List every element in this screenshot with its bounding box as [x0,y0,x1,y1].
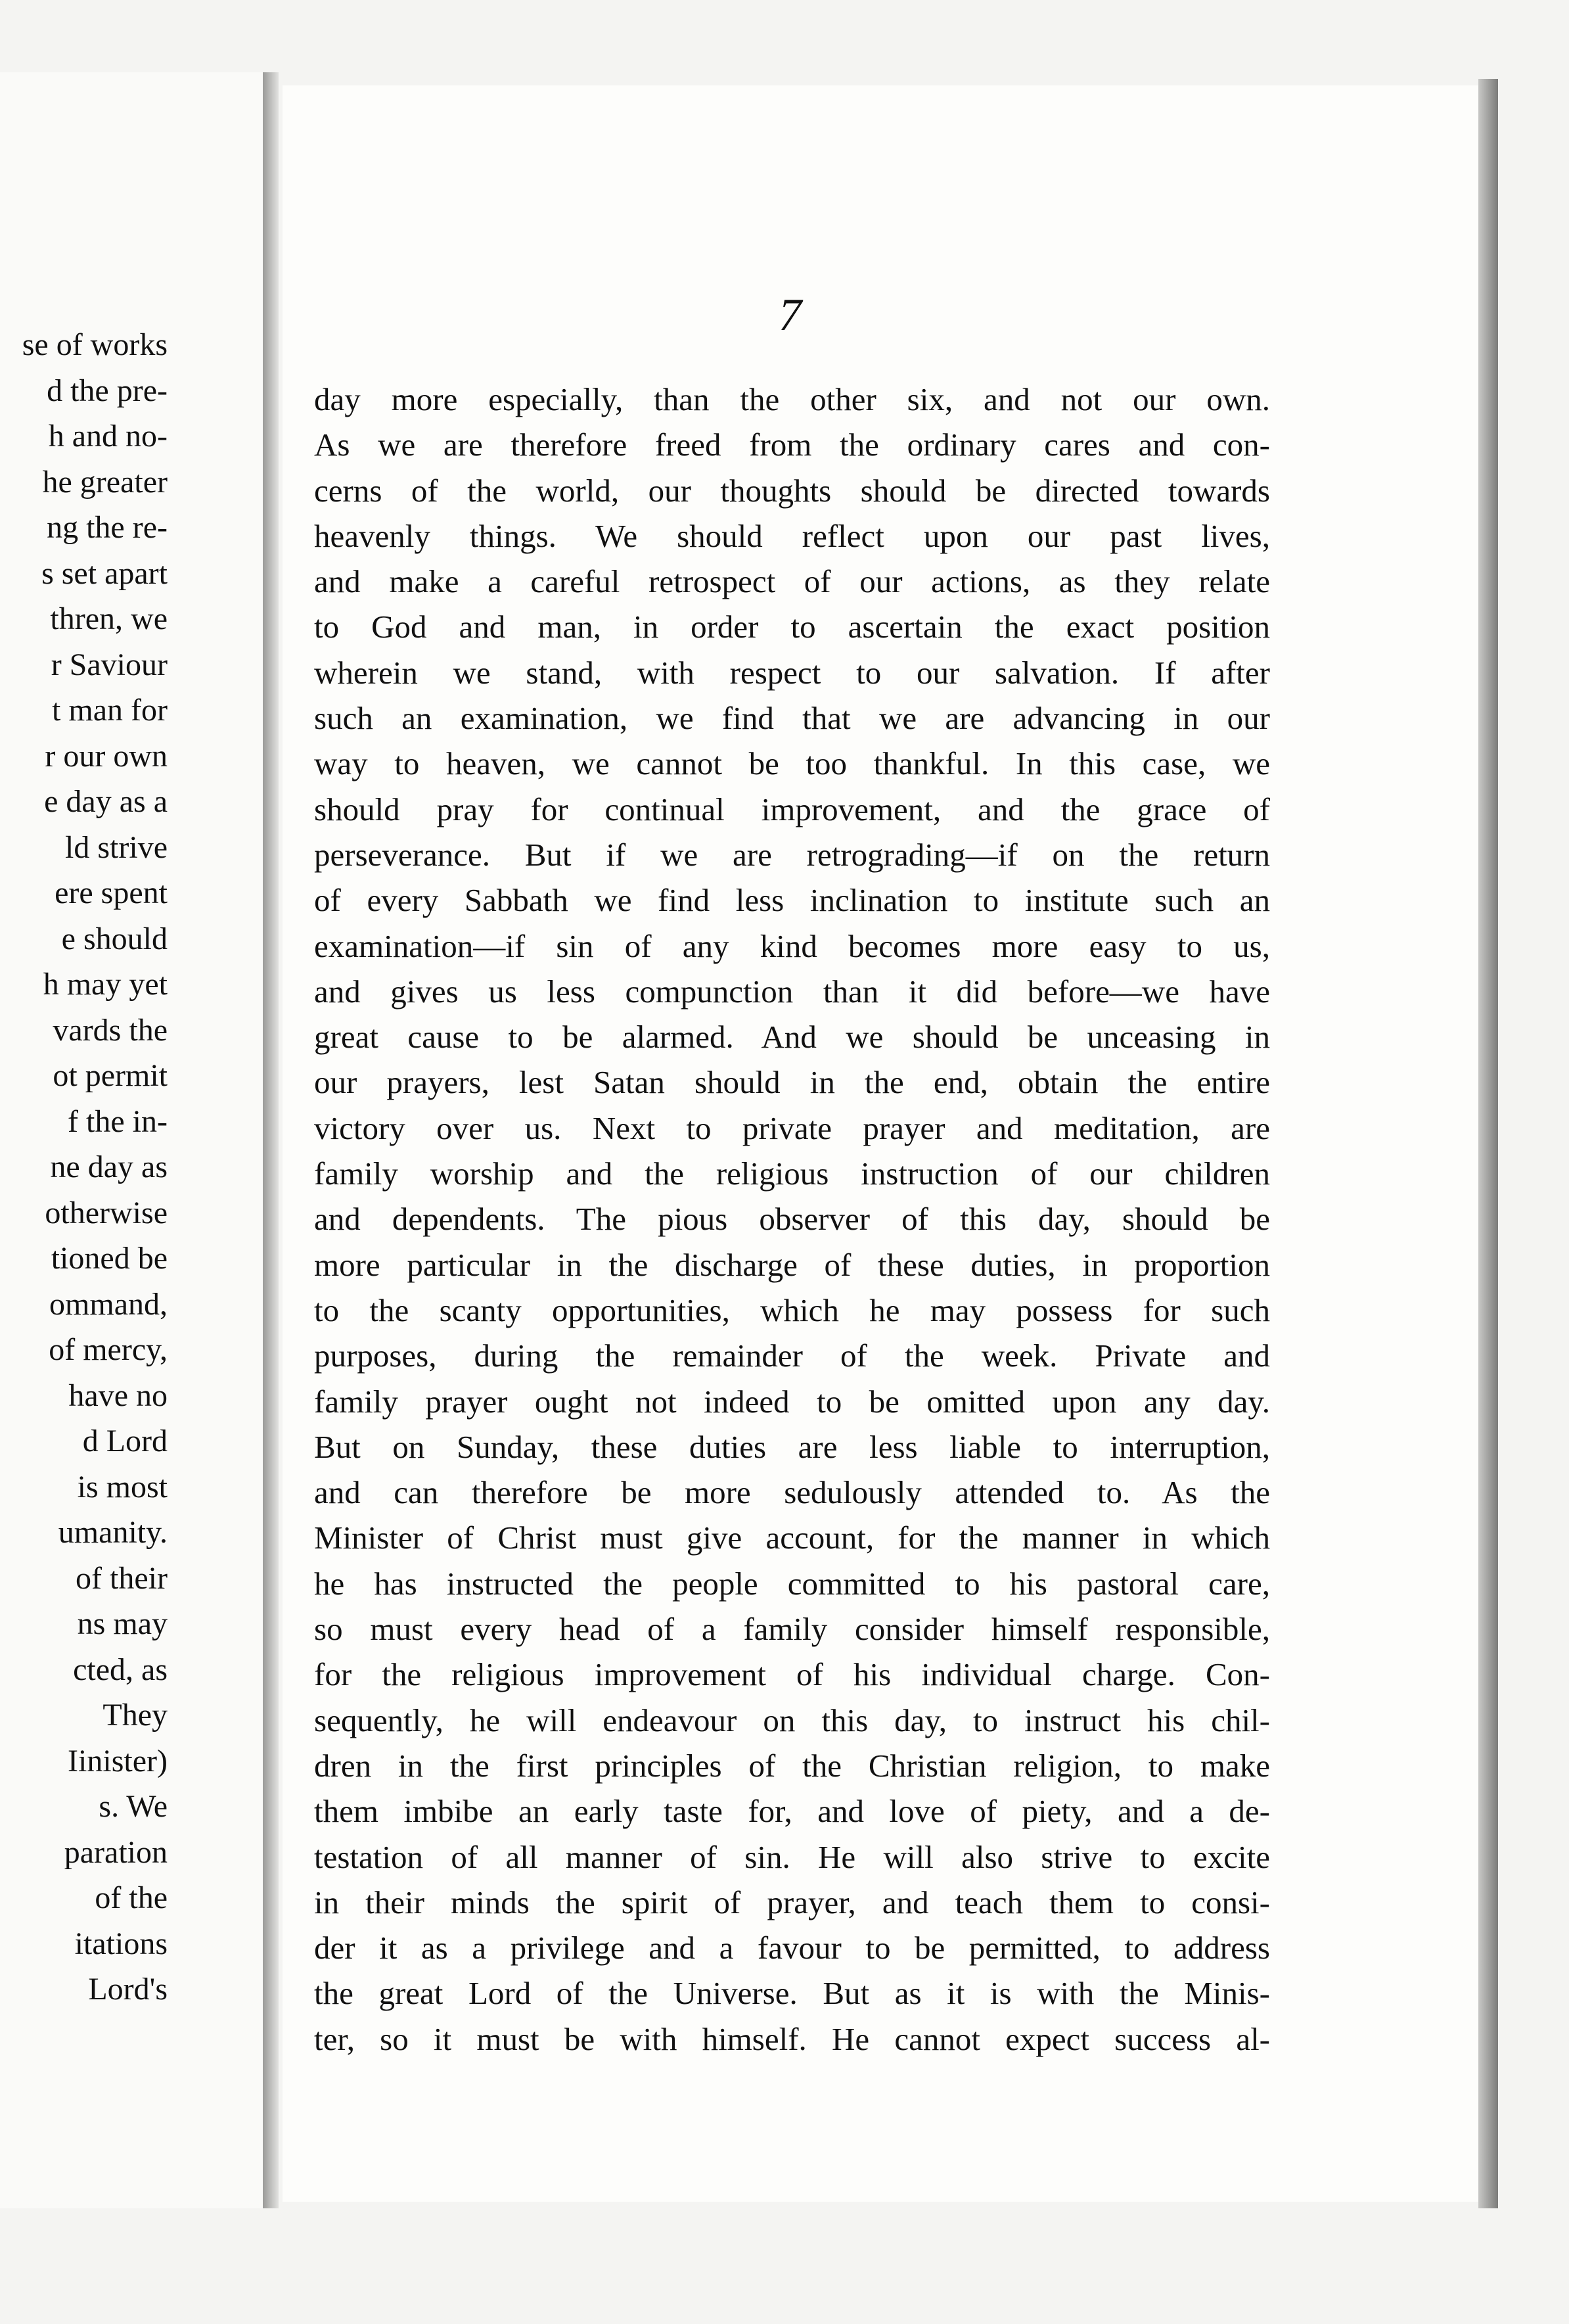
left-page-line: d Lord [82,1424,168,1458]
page-edge [1478,79,1498,2208]
left-page-line: of their [76,1560,168,1596]
text-line: perseverance. But if we are retrograding—if on the return [314,836,1270,873]
text-line: and gives us less compunction than it did before—we have [314,973,1270,1010]
text-line: family worship and the religious instruction of our children [314,1155,1270,1192]
text-line: should pray for continual improvement, and the grace of [314,791,1270,827]
text-line: them imbibe an early taste for, and love of piety, and a de- [314,1793,1270,1830]
left-page-line: r Saviour [51,647,168,682]
left-page-line: vards the [53,1012,168,1048]
text-line: heavenly things. We should reflect upon our past lives, [314,517,1270,554]
left-page-line: e day as a [44,784,168,819]
left-page-line: itations [74,1926,168,1961]
left-page-line: tioned be [51,1241,168,1276]
left-page-line: se of works [22,327,168,362]
left-page-line: s set apart [41,555,168,591]
left-page-line: ng the re- [47,510,168,545]
left-page-line: thren, we [50,601,168,636]
text-line: family prayer ought not indeed to be omitted upon any day. [314,1383,1270,1420]
left-page-line: ot permit [53,1058,168,1093]
text-line: wherein we stand, with respect to our salvation. If after [314,654,1270,691]
text-line: of every Sabbath we find less inclination to institute such an [314,882,1270,919]
text-line: testation of all manner of sin. He will also strive to excite [314,1838,1270,1875]
left-page-line: cted, as [73,1652,168,1687]
text-line: the great Lord of the Universe. But as it is with the Minis- [314,1975,1270,2012]
text-line: more particular in the discharge of these duties, in proportion [314,1246,1270,1283]
text-line: to the scanty opportunities, which he may possess for such [314,1291,1270,1328]
text-line: der it as a privilege and a favour to be permitted, to address [314,1930,1270,1966]
text-line: way to heaven, we cannot be too thankful. In this case, we [314,745,1270,782]
text-line: and make a careful retrospect of our actions, as they relate [314,563,1270,600]
text-line: so must every head of a family consider himself responsible, [314,1611,1270,1648]
text-line: day more especially, than the other six, and not our own. [314,381,1270,417]
left-page-line: h may yet [43,967,168,1002]
page-number: 7 [779,290,802,340]
text-line: ter, so it must be with himself. He cannot expect success al- [314,2020,1270,2057]
left-page-line: h and no- [48,419,168,453]
left-page-line: otherwise [45,1195,168,1230]
text-line: purposes, during the remainder of the week. Private and [314,1337,1270,1374]
text-line: examination—if sin of any kind becomes more easy to us, [314,927,1270,964]
left-page-line: Lord's [88,1972,168,2007]
text-line: victory over us. Next to private prayer and meditation, are [314,1109,1270,1146]
text-line: As we are therefore freed from the ordinary cares and con- [314,427,1270,463]
left-page-line: paration [64,1834,168,1870]
left-page-line: ere spent [55,875,168,910]
text-line: such an examination, we find that we are advancing in our [314,700,1270,737]
text-line: in their minds the spirit of prayer, and teach them to consi- [314,1884,1270,1920]
left-page-line: Iinister) [68,1743,168,1778]
text-line: cerns of the world, our thoughts should be directed towards [314,472,1270,509]
left-page-line: s. We [99,1789,168,1824]
left-page-line: r our own [45,738,168,774]
book-gutter [263,72,279,2208]
left-page-line: They [102,1698,168,1732]
text-line: Minister of Christ must give account, for the manner in which [314,1520,1270,1556]
left-page-line: of mercy, [49,1332,168,1367]
left-page-line: ld strive [65,829,168,865]
text-line: our prayers, lest Satan should in the end, obtain the entire [314,1064,1270,1101]
left-page-line: ommand, [49,1286,168,1322]
text-line: he has instructed the people committed to his pastoral care, [314,1565,1270,1602]
left-page-line: have no [68,1378,168,1413]
body-text [314,377,1270,2062]
left-page-line: ne day as [50,1150,168,1184]
left-page-line: of the [95,1880,168,1915]
text-line: to God and man, in order to ascertain the exact position [314,609,1270,645]
text-line: and can therefore be more sedulously attended to. As the [314,1474,1270,1511]
left-page-line: f the in- [68,1104,168,1139]
left-page [0,72,275,2208]
text-line: and dependents. The pious observer of this day, should be [314,1201,1270,1238]
text-line: great cause to be alarmed. And we should be unceasing in [314,1019,1270,1056]
text-line: But on Sunday, these duties are less liable to interruption, [314,1428,1270,1465]
text-line: sequently, he will endeavour on this day, to instruct his chil- [314,1702,1270,1738]
left-page-line: umanity. [58,1515,168,1550]
left-page-line: t man for [52,693,168,728]
left-page-line: is most [77,1469,168,1504]
left-page-line: d the pre- [47,373,168,408]
left-page-line: ns may [77,1606,168,1641]
left-page-line: e should [61,921,168,956]
text-line: dren in the first principles of the Christian religion, to make [314,1747,1270,1784]
left-page-text [0,322,168,2012]
text-line: for the religious improvement of his individual charge. Con- [314,1656,1270,1693]
left-page-line: he greater [42,464,168,500]
